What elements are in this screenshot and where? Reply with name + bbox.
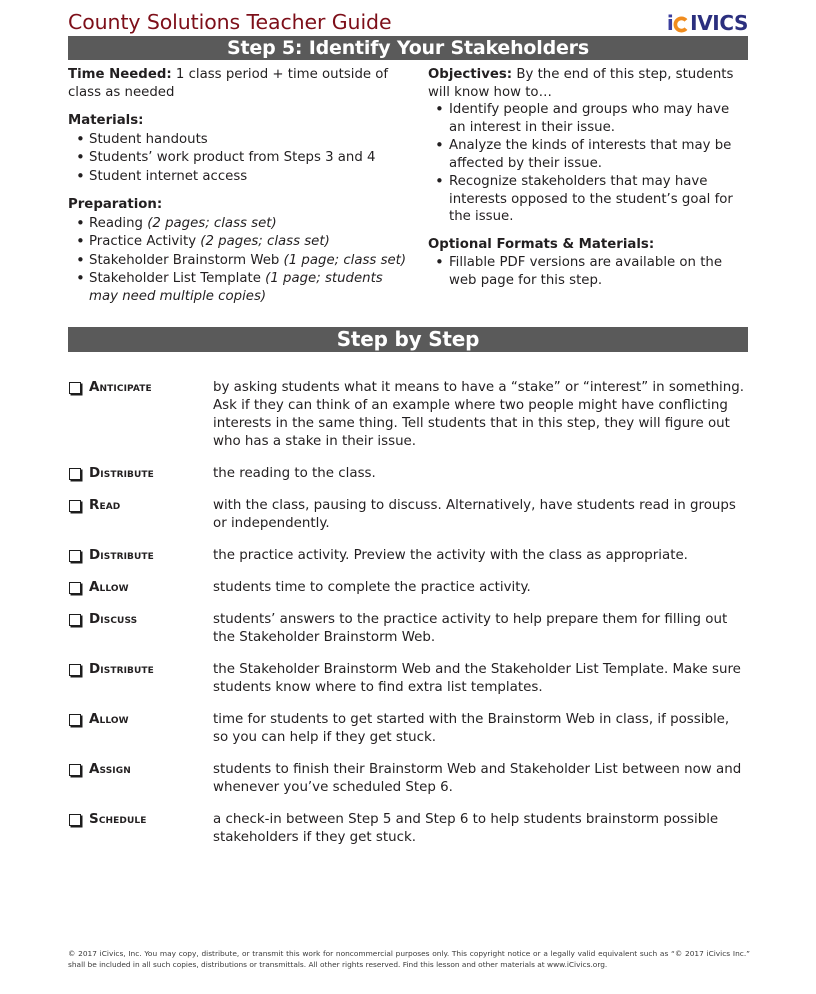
list-item: • Fillable PDF versions are available on the web page for this step. [449, 254, 748, 289]
checkbox-icon[interactable] [69, 614, 81, 626]
step-row [68, 810, 748, 847]
prep-name: Stakeholder List Template [89, 271, 266, 286]
time-needed-label: Time Needed: [68, 67, 172, 82]
list-item [89, 215, 408, 233]
step-label [68, 496, 213, 533]
step-row [68, 546, 748, 565]
step-action-name: Anticipate [89, 379, 152, 395]
checkbox-icon[interactable] [69, 814, 81, 826]
prep-detail: (2 pages; class set) [200, 234, 330, 249]
step-label [68, 464, 213, 483]
step-action-name: Read [89, 497, 121, 513]
step-action-name: Distribute [89, 465, 154, 481]
prep-detail: (1 page; students may need multiple copies) [89, 271, 383, 304]
step-description: the practice activity. Preview the activity with the class as appropriate. [213, 548, 688, 563]
step-description: by asking students what it means to have a “stake” or “interest” in something. Ask if they can think of an example where two people might have conflicting interests in the same thing. Tell students that in this step, they will figure out who has a stake in their issue. [213, 380, 745, 449]
checkbox-icon[interactable] [69, 582, 81, 594]
step-description: the Stakeholder Brainstorm Web and the Stakeholder List Template. Make sure students know where to find extra list templates. [213, 662, 741, 695]
prep-detail: (2 pages; class set) [147, 215, 277, 231]
time-needed-value: 1 class period + time outside of class as needed [68, 67, 389, 100]
checkbox-icon[interactable] [69, 714, 81, 726]
step-description: students to finish their Brainstorm Web and Stakeholder List between now and whenever you’ve scheduled Step 6. [213, 762, 742, 795]
list-item [89, 252, 408, 270]
step-label [68, 710, 213, 747]
optional-formats-heading: Optional Formats & Materials: [428, 236, 655, 252]
step-action-name: Discuss [89, 611, 138, 627]
step-row [68, 760, 748, 797]
step-label [68, 810, 213, 847]
list-item: • Student handouts [89, 131, 408, 149]
step-label [68, 660, 213, 697]
checkbox-icon[interactable] [69, 500, 81, 512]
list-item: • Identify people and groups who may have an interest in their issue. [449, 101, 748, 136]
list-item: • Student internet access [89, 168, 408, 186]
step-row [68, 378, 748, 451]
step-by-step-banner: Step by Step [68, 327, 748, 352]
materials-heading: Materials: [68, 113, 144, 128]
checkbox-icon[interactable] [69, 764, 81, 776]
step-label [68, 760, 213, 797]
step-action-name: Allow [89, 711, 129, 727]
left-info-column [68, 66, 408, 306]
step-action-name: Schedule [89, 811, 147, 827]
step-label [68, 610, 213, 647]
prep-name: Stakeholder Brainstorm Web [89, 252, 284, 268]
step-description: time for students to get started with the Brainstorm Web in class, if possible, so you can help if they get stuck. [213, 712, 730, 745]
copyright-footer: © 2017 iCivics, Inc. You may copy, distribute, or transmit this work for noncommercial purposes only. This copyright notice or a legally valid equivalent such as “© 2017 iCivics Inc.” shall be included in all such copies, distributions or transmittals. All other rights reserved. Find this lesson and other materials at www.iCivics.org. [68, 949, 750, 969]
step-description: students time to complete the practice activity. [213, 580, 531, 595]
step-action-name: Distribute [89, 661, 154, 677]
logo-letters-ivics: IVICS [690, 11, 748, 35]
step-by-step-list [68, 378, 748, 860]
checkbox-icon[interactable] [69, 382, 81, 394]
objectives-value: By the end of this step, students will know how to… [428, 67, 734, 100]
icivics-logo [667, 12, 748, 34]
logo-letter-i: i [666, 11, 674, 35]
step-row [68, 464, 748, 483]
time-needed [68, 66, 408, 101]
step-row [68, 496, 748, 533]
preparation-heading: Preparation: [68, 197, 163, 212]
list-item: • Students’ work product from Steps 3 and 4 [89, 149, 408, 167]
checkbox-icon[interactable] [69, 664, 81, 676]
icivics-star-icon [673, 16, 690, 33]
step-label [68, 378, 213, 451]
list-item [89, 233, 408, 251]
objectives-list [428, 101, 748, 226]
step-action-name: Allow [89, 579, 129, 595]
step-label [68, 546, 213, 565]
prep-name: Reading [89, 215, 148, 231]
step-description: the reading to the class. [213, 466, 376, 481]
step-description: a check-in between Step 5 and Step 6 to help students brainstorm possible stakeholders if they get stuck. [213, 812, 719, 845]
optional-formats-list [428, 254, 748, 289]
objectives-intro [428, 66, 748, 101]
step-title-banner: Step 5: Identify Your Stakeholders [68, 36, 748, 60]
step-row [68, 710, 748, 747]
step-description: students’ answers to the practice activity to help prepare them for filling out the Stakeholder Brainstorm Web. [213, 612, 728, 645]
objectives-label: Objectives: [428, 67, 513, 82]
checkbox-icon[interactable] [69, 550, 81, 562]
step-description: with the class, pausing to discuss. Alternatively, have students read in groups or independently. [213, 498, 736, 531]
step-row [68, 660, 748, 697]
step-action-name: Assign [89, 761, 131, 777]
step-row [68, 610, 748, 647]
page-title: County Solutions Teacher Guide [68, 10, 392, 34]
prep-detail: (1 page; class set) [283, 252, 407, 268]
right-info-column [428, 66, 748, 290]
preparation-list [68, 215, 408, 306]
list-item: • Analyze the kinds of interests that may be affected by their issue. [449, 137, 748, 172]
step-label [68, 578, 213, 597]
prep-name: Practice Activity [89, 234, 201, 249]
list-item: • Recognize stakeholders that may have interests opposed to the student’s goal for the issue. [449, 173, 748, 226]
step-row [68, 578, 748, 597]
checkbox-icon[interactable] [69, 468, 81, 480]
materials-list [68, 131, 408, 186]
step-action-name: Distribute [89, 547, 154, 563]
list-item [89, 270, 408, 305]
